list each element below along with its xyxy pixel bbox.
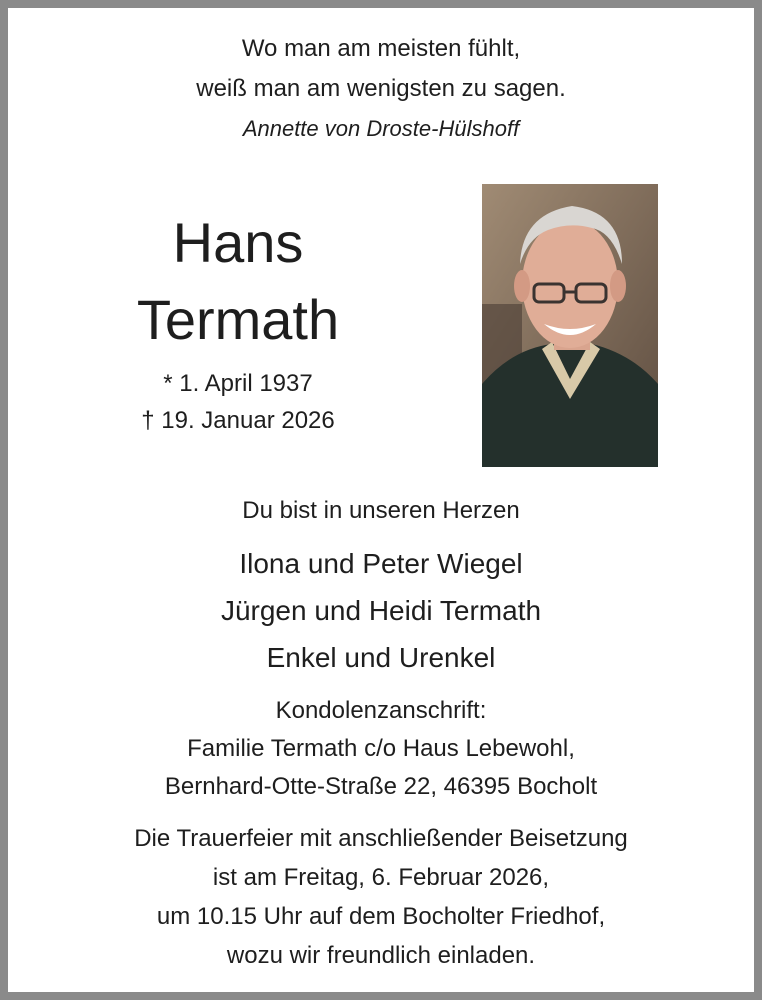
condolence-heading: Kondolenzanschrift: (275, 697, 487, 724)
first-name: Hans (172, 211, 304, 274)
family-member: Enkel und Urenkel (266, 642, 496, 673)
last-name: Termath (136, 288, 340, 351)
obituary-card (8, 8, 754, 992)
ceremony-line-4: wozu wir freundlich einladen. (226, 942, 536, 969)
ceremony-line-3: um 10.15 Uhr auf dem Bocholter Friedhof, (156, 903, 606, 930)
ceremony-line-2: ist am Freitag, 6. Februar 2026, (212, 864, 550, 891)
ceremony-line-1: Die Trauerfeier mit anschließender Beisetzung (134, 825, 628, 852)
family-member: Ilona und Peter Wiegel (239, 548, 523, 579)
portrait-photo (482, 184, 658, 467)
quote-line-2: weiß man am wenigsten zu sagen. (196, 75, 566, 102)
tribute-text: Du bist in unseren Herzen (242, 497, 520, 524)
condolence-address-line-1: Familie Termath c/o Haus Lebewohl, (187, 735, 575, 762)
condolence-address-line-2: Bernhard-Otte-Straße 22, 46395 Bocholt (164, 773, 598, 800)
quote-line-1: Wo man am meisten fühlt, (241, 35, 521, 62)
portrait-illustration (482, 184, 658, 467)
birth-date: * 1. April 1937 (163, 370, 313, 397)
family-member: Jürgen und Heidi Termath (220, 595, 542, 626)
quote-author: Annette von Droste-Hülshoff (242, 116, 520, 141)
death-date: † 19. Januar 2026 (141, 407, 335, 434)
